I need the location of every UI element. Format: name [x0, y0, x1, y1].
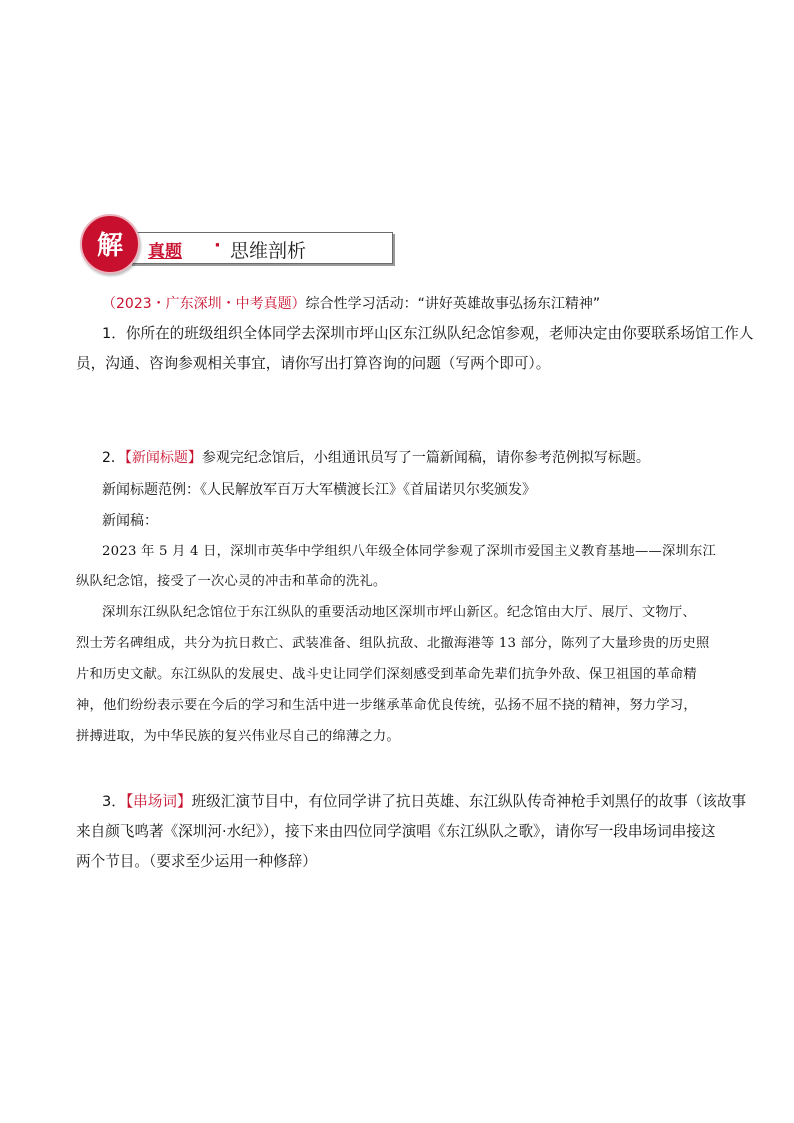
q3-line-2: 来自颜飞鸣著《深圳河·水纪》），接下来由四位同学演唱《东江纵队之歌》，请你写一段串场词串接这 [76, 823, 716, 840]
badge-circle-icon [80, 214, 140, 274]
news-para2-line3: 片和历史文献。东江纵队的发展史、战斗史让同学们深刻感受到革命先辈们抗争外敌、保卫祖国的革命精 [76, 667, 697, 682]
section-badge [80, 214, 320, 272]
q2-example: 新闻标题范例：《人民解放军百万大军横渡长江》《首届诺贝尔奖颁发》 [102, 482, 536, 498]
q3-line-3: 两个节目。（要求至少运用一种修辞） [76, 853, 317, 870]
q2-heading [102, 448, 650, 468]
news-para1-line1: 2023 年 5 月 4 日，深圳市英华中学组织八年级全体同学参观了深圳市爱国主义教育基地——深圳东江 [102, 544, 716, 559]
q2-news-label: 新闻稿： [102, 513, 158, 529]
q1-line-1: 1．你所在的班级组织全体同学去深圳市坪山区东江纵队纪念馆参观，老师决定由你要联系场馆工作人 [102, 325, 754, 342]
intro-text: 综合性学习活动：“讲好英雄故事弘扬东江精神” [305, 296, 601, 312]
badge-title: 思维剖析 [230, 240, 307, 262]
badge-char: 解 [96, 231, 123, 261]
news-para2-line5: 拼搏进取，为中华民族的复兴伟业尽自己的绵薄之力。 [76, 729, 400, 744]
q1-line-2: 员，沟通、咨询参观相关事宜，请你写出打算咨询的问题（写两个即可）。 [76, 355, 551, 372]
news-para1-line2: 纵队纪念馆，接受了一次心灵的冲击和革命的洗礼。 [76, 574, 387, 589]
badge-bar [130, 232, 393, 264]
news-para2-line1: 深圳东江纵队纪念馆位于东江纵队的重要活动地区深圳市坪山新区。纪念馆由大厅、展厅、文物厅、 [102, 605, 696, 620]
q3-heading [102, 792, 746, 812]
q3-number: 3． [102, 793, 126, 810]
q2-text: 参观完纪念馆后，小组通讯员写了一篇新闻稿，请你参考范例拟写标题。 [201, 450, 650, 466]
q3-line-1: 班级汇演节目中，有位同学讲了抗日英雄、东江纵队传奇神枪手刘黑仔的故事（该故事 [191, 793, 747, 810]
question-source: （2023・广东深圳・中考真题） [102, 296, 306, 312]
news-para2-line2: 烈士芳名碑组成，共分为抗日救亡、武装准备、组队抗敌、北撤海港等 13 部分，陈列了大量珍贵的历史照 [76, 636, 710, 651]
q3-tag: 【串场词】 [125, 793, 192, 810]
badge-tag: 真题 [148, 242, 182, 262]
q2-tag: 【新闻标题】 [124, 450, 202, 466]
badge-dot: · [214, 235, 221, 256]
q2-number: 2． [102, 450, 125, 466]
news-para2-line4: 神，他们纷纷表示要在今后的学习和生活中进一步继承革命优良传统，弘扬不屈不挠的精神，努力学习， [76, 698, 697, 713]
intro-line [102, 294, 600, 314]
